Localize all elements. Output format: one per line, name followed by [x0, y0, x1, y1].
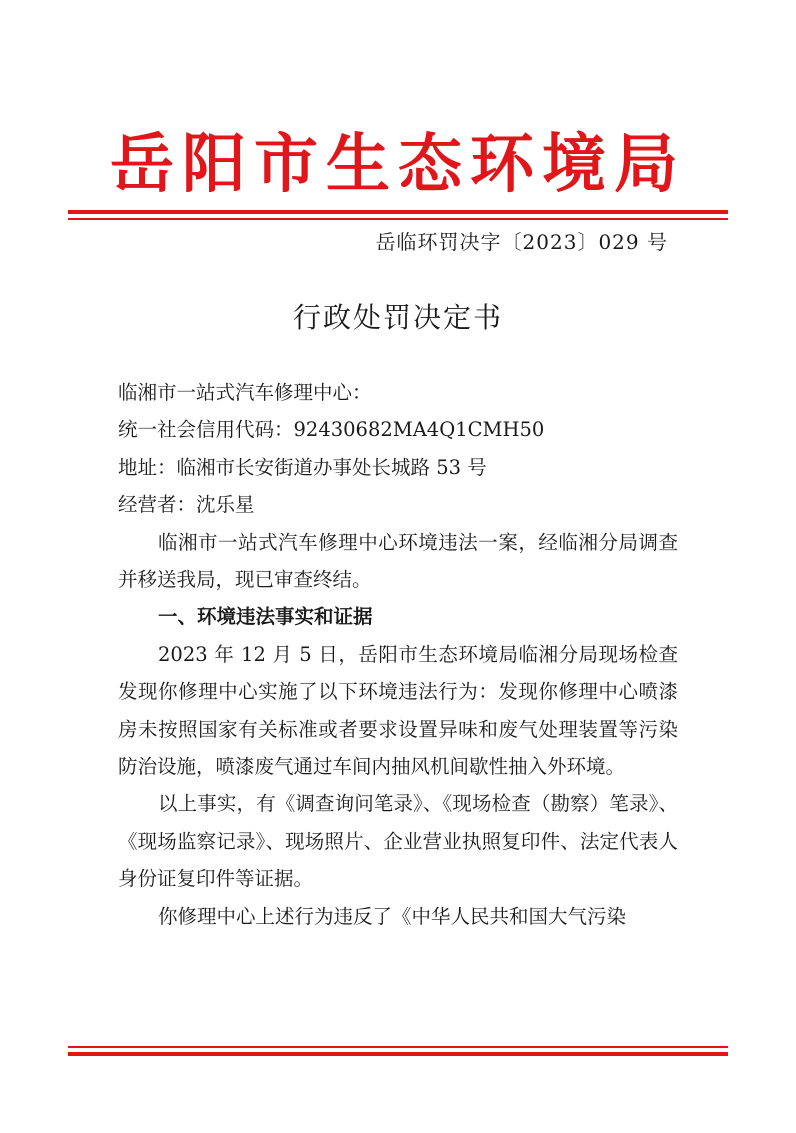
agency-letterhead: 岳阳市生态环境局 — [110, 128, 686, 202]
document-number: 岳临环罚决字〔2023〕029 号 — [375, 230, 668, 254]
party-address: 地址：临湘市长安街道办事处长城路 53 号 — [118, 455, 487, 479]
violation-paragraph: 你修理中心上述行为违反了《中华人民共和国大气污染 — [158, 904, 627, 928]
header-rule-thick — [68, 210, 728, 214]
document-body — [118, 374, 678, 935]
section-heading: 一、环境违法事实和证据 — [158, 605, 373, 629]
party-name: 临湘市一站式汽车修理中心： — [118, 381, 372, 404]
document-title: 行政处罚决定书 — [292, 301, 503, 334]
facts-paragraph: 2023 年 12 月 5 日，岳阳市生态环境局临湘分局现场检查发现你修理中心实施了以下环境违法行为：发现你修理中心喷漆房未按照国家有关标准或者要求设置异味和废气处理装置等污染防治设施，喷漆废气通过车间内抽风机间歇性抽入外环境。 — [118, 642, 678, 779]
credit-code: 统一社会信用代码：92430682MA4Q1CMH50 — [118, 418, 545, 442]
footer-rule-thick — [68, 1052, 728, 1056]
footer-rule-thin — [68, 1046, 728, 1048]
party-operator: 经营者：沈乐星 — [118, 493, 255, 517]
intro-paragraph: 临湘市一站式汽车修理中心环境违法一案，经临湘分局调查并移送我局，现已审查终结。 — [118, 530, 678, 592]
header-rule-thin — [68, 218, 728, 220]
evidence-paragraph: 以上事实，有《调查询问笔录》、《现场检查（勘察）笔录》、《现场监察记录》、现场照片、企业营业执照复印件、法定代表人身份证复印件等证据。 — [118, 792, 678, 891]
